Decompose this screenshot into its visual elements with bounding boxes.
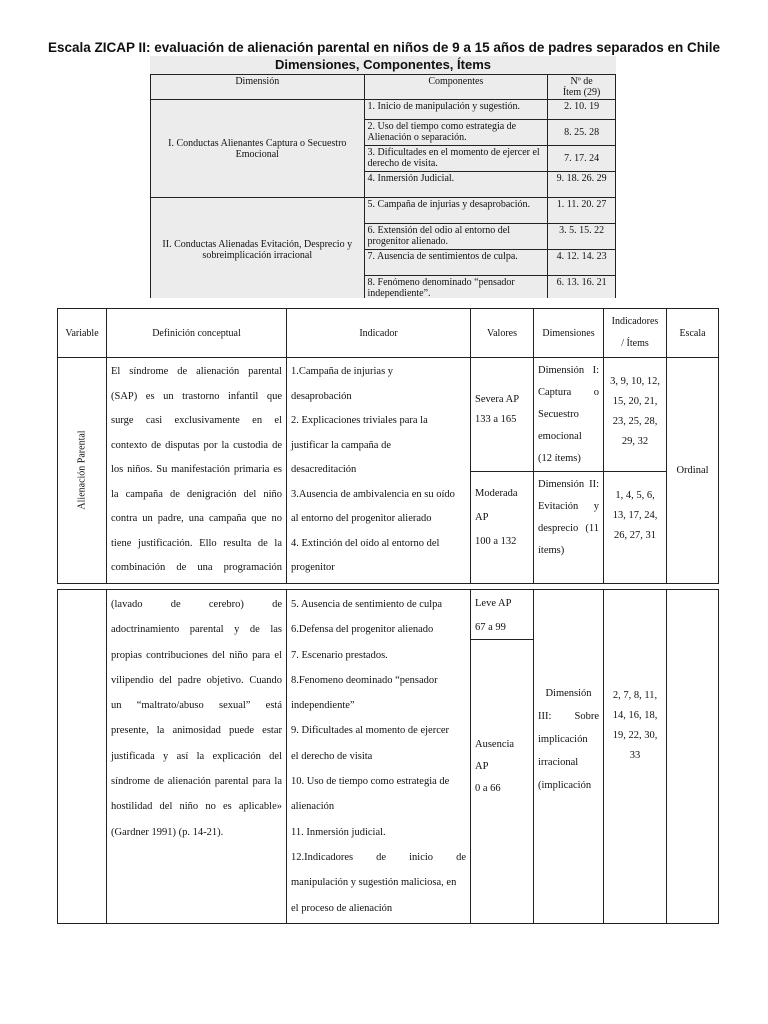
variable-cell bbox=[58, 358, 107, 584]
header-items: Indicadores / Ítems bbox=[604, 309, 667, 358]
component-cell: 2. Uso del tiempo como estrategia de Alienación o separación. bbox=[364, 120, 548, 146]
definition-line: combinación de una programación bbox=[111, 562, 282, 573]
indicator-line: desaprobación bbox=[291, 390, 352, 402]
definition-line: El síndrome de alienación parental bbox=[111, 366, 282, 377]
value-moderada: Moderada AP 100 a 132 bbox=[475, 488, 518, 547]
value-severa: Severa AP 133 a 165 bbox=[471, 358, 533, 472]
component-items-cell: 3. 5. 15. 22 bbox=[548, 224, 616, 250]
indicator-line: 5. Ausencia de sentimiento de culpa bbox=[291, 599, 443, 610]
component-row bbox=[151, 100, 616, 120]
indicator-line: 2. Explicaciones triviales para la bbox=[291, 415, 428, 426]
header-dimensions: Dimensiones bbox=[534, 309, 604, 358]
header-definition: Definición conceptual bbox=[107, 309, 287, 358]
indicator-line: alienación bbox=[291, 801, 335, 813]
table-row bbox=[58, 590, 719, 924]
dimension-3: Dimensión III: Sobre implicación irracional (implicación bbox=[534, 590, 604, 924]
indicator-line: 4. Extinción del oído al entorno del bbox=[291, 537, 440, 549]
value-ausencia: Ausencia AP 0 a 66 bbox=[475, 739, 515, 794]
definition-line: tiene justificación. Ello resulta de la bbox=[111, 537, 282, 549]
variable-label: Alienación Parental bbox=[76, 430, 88, 510]
dimension-1: Dimensión I: Captura o Secuestro emocional (12 ítems) bbox=[534, 358, 603, 472]
indicator-line: 7. Escenario prestados. bbox=[291, 649, 388, 661]
component-items-cell: 1. 11. 20. 27 bbox=[548, 198, 616, 224]
indicator-line: al entorno del progenitor alierado bbox=[291, 513, 432, 524]
definition-line: los niños. Su manifestación primaria es bbox=[111, 464, 282, 475]
operationalization-table-part-1 bbox=[57, 308, 719, 584]
definition-line: la campaña de denigración del niño bbox=[111, 488, 282, 500]
definition-line: (lavado de cerebro) de bbox=[111, 599, 282, 610]
component-cell: 3. Dificultades en el momento de ejercer el derecho de visita. bbox=[364, 146, 548, 172]
scale-cell-continued bbox=[667, 590, 719, 924]
items-dimension-1: 3, 9, 10, 12, 15, 20, 21, 23, 25, 28, 29, 32 bbox=[604, 358, 666, 472]
definition-line: contra un padre, una campaña que no bbox=[111, 513, 282, 524]
dimensions-cell bbox=[534, 358, 604, 584]
indicator-line: desacreditación bbox=[291, 464, 357, 475]
indicator-line: 6.Defensa del progenitor alienado bbox=[291, 624, 434, 636]
header-components: Componentes bbox=[364, 75, 548, 100]
definition-line: vilipendio del padre objetivo. Cuando bbox=[111, 674, 282, 686]
component-items-cell: 8. 25. 28 bbox=[548, 120, 616, 146]
header-indicator: Indicador bbox=[287, 309, 471, 358]
definition-line: propias contribuciones del niño para el bbox=[111, 649, 282, 661]
components-table-header-row bbox=[151, 75, 616, 100]
definition-cell bbox=[107, 358, 287, 584]
items-cell bbox=[604, 358, 667, 584]
variable-cell-continued bbox=[58, 590, 107, 924]
component-cell: 1. Inicio de manipulación y sugestión. bbox=[364, 100, 548, 120]
document-title: Escala ZICAP II: evaluación de alienación parental en niños de 9 a 15 años de padres separados en Chile bbox=[48, 40, 720, 55]
component-row bbox=[151, 198, 616, 224]
indicator-line: 1.Campaña de injurias y bbox=[291, 366, 394, 377]
indicator-cell-continued bbox=[287, 590, 471, 924]
indicator-line: 11. Inmersión judicial. bbox=[291, 826, 386, 838]
items-dimension-2: 1, 4, 5, 6, 13, 17, 24, 26, 27, 31 bbox=[612, 490, 658, 541]
definition-line: (Gardner 1991) (p. 14-21). bbox=[111, 826, 224, 838]
definition-cell-continued bbox=[107, 590, 287, 924]
component-cell: 7. Ausencia de sentimientos de culpa. bbox=[364, 250, 548, 276]
component-cell: 8. Fenómeno denominado “pensador independiente”. bbox=[364, 276, 548, 299]
definition-line: justificada y así la explicación del bbox=[111, 750, 282, 762]
header-scale: Escala bbox=[667, 309, 719, 358]
definition-line: (SAP) es un trastorno infantil que bbox=[111, 390, 282, 402]
dimension-2: Dimensión II: Evitación y desprecio (11 ítems) bbox=[538, 479, 599, 556]
component-items-cell: 7. 17. 24 bbox=[548, 146, 616, 172]
items-dimension-3: 2, 7, 8, 11, 14, 16, 18, 19, 22, 30, 33 bbox=[604, 590, 667, 924]
indicator-line: 10. Uso de tiempo como estrategia de bbox=[291, 776, 450, 788]
components-table-image bbox=[150, 56, 616, 298]
indicator-cell bbox=[287, 358, 471, 584]
header-dimension: Dimensión bbox=[151, 75, 365, 100]
components-table-heading: Dimensiones, Componentes, Ítems bbox=[275, 57, 491, 72]
definition-line: un “maltrato/abuso sexual” está bbox=[111, 700, 282, 712]
indicator-line: 3.Ausencia de ambivalencia en su oído bbox=[291, 488, 455, 500]
indicator-line: 8.Fenomeno deominado “pensador bbox=[291, 674, 438, 686]
component-items-cell: 2. 10. 19 bbox=[548, 100, 616, 120]
header-variable: Variable bbox=[58, 309, 107, 358]
indicator-line: el derecho de visita bbox=[291, 750, 373, 762]
table-row bbox=[58, 358, 719, 584]
component-cell: 4. Inmersión Judicial. bbox=[364, 172, 548, 198]
indicator-line: el proceso de alienación bbox=[291, 902, 393, 914]
definition-line: síndrome de alienación parental para la bbox=[111, 776, 282, 788]
component-cell: 5. Campaña de injurias y desaprobación. bbox=[364, 198, 548, 224]
values-cell-continued bbox=[471, 590, 534, 924]
definition-line: hostilidad del niño no es aplicable» bbox=[111, 801, 282, 813]
operationalization-table-part-2 bbox=[57, 589, 719, 924]
components-table bbox=[150, 74, 616, 298]
component-items-cell: 6. 13. 16. 21 bbox=[548, 276, 616, 299]
values-cell bbox=[471, 358, 534, 584]
header-item-count: Nº de Ítem (29) bbox=[548, 75, 616, 100]
scale-cell: Ordinal bbox=[667, 358, 719, 584]
indicator-line: manipulación y sugestión maliciosa, en bbox=[291, 877, 457, 889]
component-items-cell: 4. 12. 14. 23 bbox=[548, 250, 616, 276]
definition-line: adoctrinamiento parental y de las bbox=[111, 624, 282, 636]
indicator-line: 12.Indicadores de inicio de bbox=[291, 851, 466, 863]
definition-line: presente, la animosidad puede estar bbox=[111, 725, 282, 737]
table-header-row bbox=[58, 309, 719, 358]
dimension-1-cell: I. Conductas Alienantes Captura o Secuestro Emocional bbox=[151, 100, 365, 198]
value-leve: Leve AP 67 a 99 bbox=[471, 590, 533, 640]
definition-line: surge casi exclusivamente en el bbox=[111, 415, 282, 426]
dimension-2-cell: II. Conductas Alienadas Evitación, Desprecio y sobreimplicación irracional bbox=[151, 198, 365, 299]
indicator-line: justificar la campaña de bbox=[291, 439, 391, 451]
indicator-line: progenitor bbox=[291, 562, 335, 573]
component-items-cell: 9. 18. 26. 29 bbox=[548, 172, 616, 198]
definition-line: contexto de disputas por la custodia de bbox=[111, 439, 282, 451]
component-cell: 6. Extensión del odio al entorno del progenitor alienado. bbox=[364, 224, 548, 250]
indicator-line: 9. Dificultades al momento de ejercer bbox=[291, 725, 450, 737]
indicator-line: independiente” bbox=[291, 700, 355, 712]
header-values: Valores bbox=[471, 309, 534, 358]
